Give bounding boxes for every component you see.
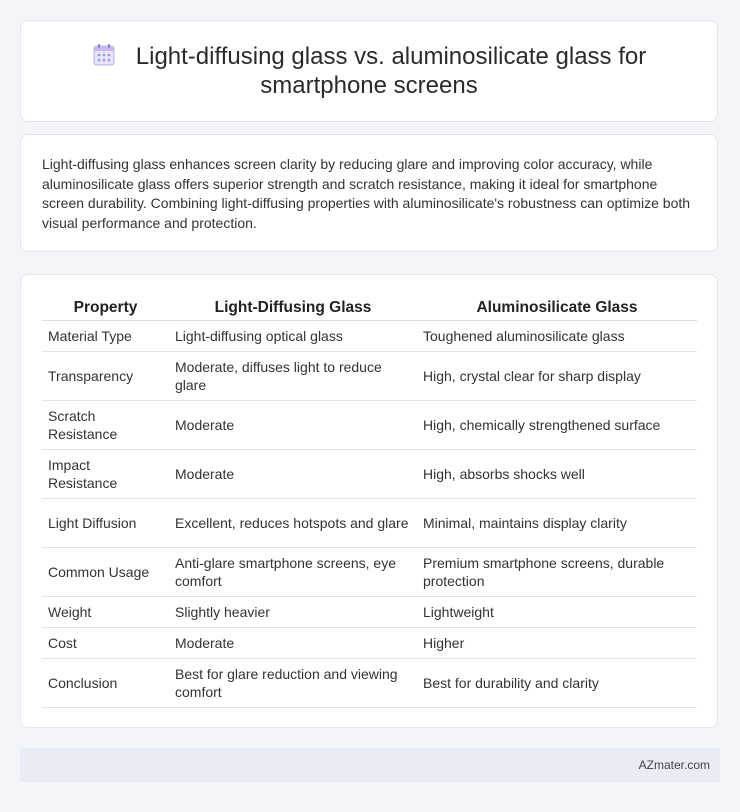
row-aluminosilicate-value: High, absorbs shocks well (417, 450, 697, 499)
header-property: Property (42, 293, 169, 321)
table-row (42, 321, 697, 352)
row-aluminosilicate-value: Best for durability and clarity (417, 659, 697, 708)
table-row (42, 597, 697, 628)
row-light-diffusing-value: Best for glare reduction and viewing comfort (169, 659, 417, 708)
row-property: Light Diffusion (42, 499, 169, 548)
row-light-diffusing-value: Moderate (169, 450, 417, 499)
table-row (42, 548, 697, 597)
page-title-text: Light-diffusing glass vs. aluminosilicate glass for smartphone screens (135, 43, 647, 99)
table-row (42, 401, 697, 450)
row-light-diffusing-value: Moderate (169, 401, 417, 450)
table-row (42, 450, 697, 499)
table-row (42, 352, 697, 401)
row-aluminosilicate-value: Minimal, maintains display clarity (417, 499, 697, 548)
table-row (42, 499, 697, 548)
row-property: Scratch Resistance (42, 401, 169, 450)
row-property: Common Usage (42, 548, 169, 597)
table-row (42, 628, 697, 659)
row-aluminosilicate-value: High, chemically strengthened surface (417, 401, 697, 450)
row-light-diffusing-value: Moderate (169, 628, 417, 659)
summary-text: Light-diffusing glass enhances screen clarity by reducing glare and improving color accuracy, while aluminosilicate glass offers superior strength and scratch resistance, making it ideal for smartphone screen durability. Combining light-diffusing properties with aluminosilicate's robustness can optimize both visual performance and protection. (42, 156, 691, 231)
table-row (42, 659, 697, 708)
header-light-diffusing: Light-Diffusing Glass (169, 293, 417, 321)
row-property: Transparency (42, 352, 169, 401)
page-title (69, 42, 669, 100)
row-property: Conclusion (42, 659, 169, 708)
row-aluminosilicate-value: Lightweight (417, 597, 697, 628)
footer-brand[interactable]: AZmater.com (638, 758, 710, 772)
title-card (20, 20, 718, 122)
row-light-diffusing-value: Excellent, reduces hotspots and glare (169, 499, 417, 548)
footer-bar (20, 748, 720, 782)
row-aluminosilicate-value: Toughened aluminosilicate glass (417, 321, 697, 352)
calendar-icon (92, 43, 116, 67)
row-light-diffusing-value: Anti-glare smartphone screens, eye comfort (169, 548, 417, 597)
comparison-table (42, 293, 697, 708)
row-property: Impact Resistance (42, 450, 169, 499)
row-property: Cost (42, 628, 169, 659)
row-aluminosilicate-value: High, crystal clear for sharp display (417, 352, 697, 401)
row-light-diffusing-value: Light-diffusing optical glass (169, 321, 417, 352)
title-wrap (69, 42, 669, 100)
row-aluminosilicate-value: Higher (417, 628, 697, 659)
row-property: Weight (42, 597, 169, 628)
header-aluminosilicate: Aluminosilicate Glass (417, 293, 697, 321)
row-property: Material Type (42, 321, 169, 352)
comparison-card (20, 274, 718, 728)
row-aluminosilicate-value: Premium smartphone screens, durable protection (417, 548, 697, 597)
row-light-diffusing-value: Slightly heavier (169, 597, 417, 628)
row-light-diffusing-value: Moderate, diffuses light to reduce glare (169, 352, 417, 401)
summary-card (20, 134, 718, 252)
table-header-row (42, 293, 697, 321)
